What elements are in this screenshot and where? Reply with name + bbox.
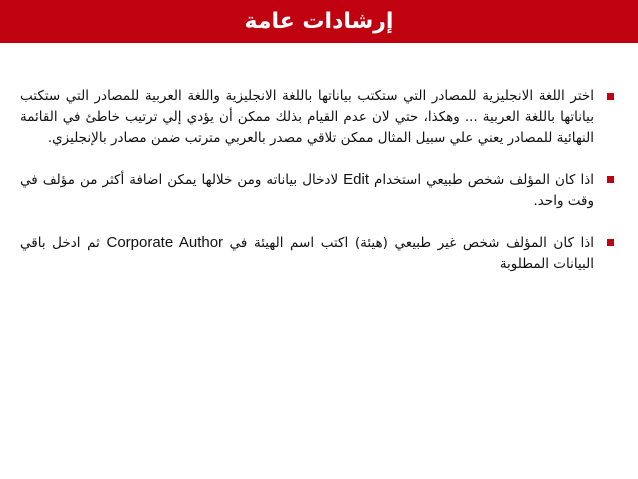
bullet-text-after: لادخال بياناته ومن خلالها يمكن اضافة أكثر من مؤلف في وقت واحد. bbox=[20, 172, 594, 209]
bullet-latin-term: Edit bbox=[343, 171, 370, 188]
title-bar bbox=[0, 0, 638, 43]
bullet-text: اختر اللغة الانجليزية للمصادر التي ستكتب بياناتها باللغة الانجليزية واللغة العربية للمصادر التي ستكتب بياناتها باللغة العربية ... وهكذا، حتي لان عدم القيام بذلك ممكن أن يؤدي إلي ترتيب خاطئ في القائمة النهائية للمصادر يعني علي سبيل المثال ممكن تلاقي مصدر بالعربي مترتب ضمن مصادر بالإنجليزي. bbox=[20, 88, 594, 146]
bullet-item-3 bbox=[20, 232, 616, 275]
bullet-item-1 bbox=[20, 86, 616, 149]
square-bullet-icon bbox=[607, 93, 614, 100]
bullet-list bbox=[20, 86, 616, 275]
bullet-item-2 bbox=[20, 169, 616, 212]
slide-title: إرشادات عامة bbox=[244, 8, 394, 34]
square-bullet-icon bbox=[607, 239, 614, 246]
bullet-latin-term: Corporate Author bbox=[106, 234, 224, 251]
bullet-text-before: اذا كان المؤلف شخص غير طبيعي (هيئة) اكتب اسم الهيئة في bbox=[229, 235, 594, 251]
square-bullet-icon bbox=[607, 176, 614, 183]
bullet-text-before: اذا كان المؤلف شخص طبيعي استخدام bbox=[374, 172, 594, 188]
bullet-text-after: ثم ادخل باقي البيانات المطلوبة bbox=[20, 235, 594, 272]
